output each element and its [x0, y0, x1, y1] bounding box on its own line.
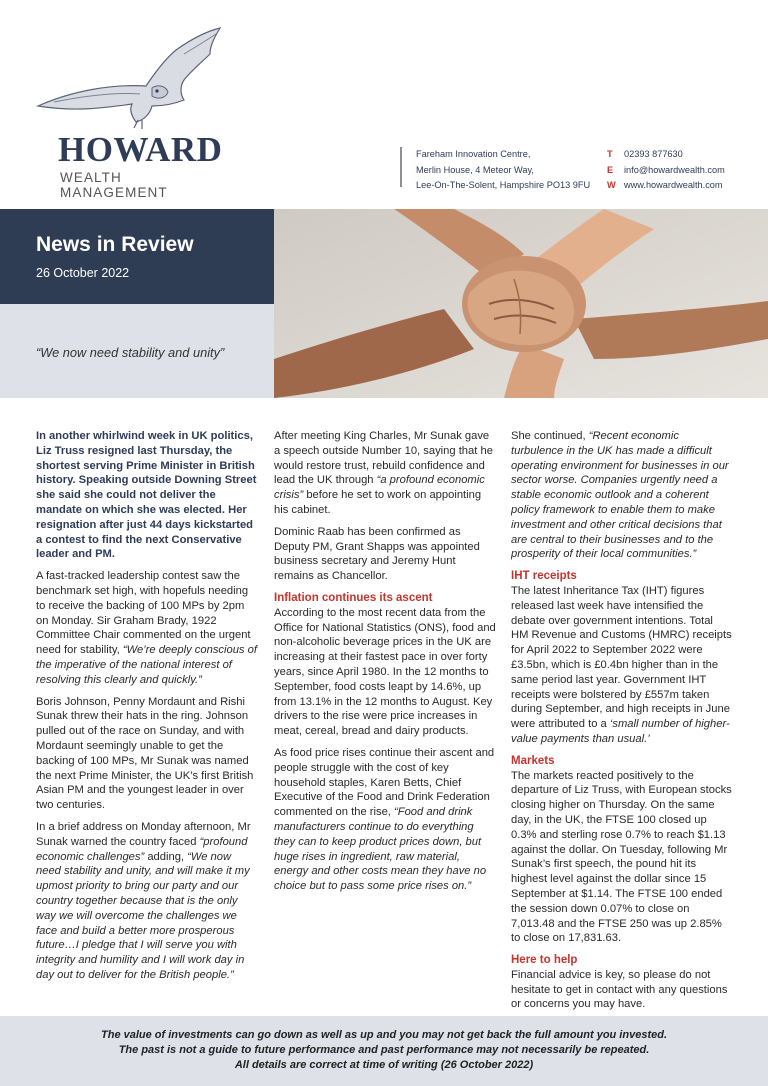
paragraph: After meeting King Charles, Mr Sunak gave a speech outside Number 10, saying that he would restore trust, rebuild confidence and lead the UK through “a profound economic crisis” before he set to work on appointing his cabinet.: [274, 430, 493, 516]
quote-panel: [0, 304, 274, 398]
article-column-1: [36, 429, 258, 990]
address: [416, 147, 590, 194]
article-column-3: [511, 429, 733, 1010]
contact-divider: [400, 147, 402, 187]
address-line-1: Fareham Innovation Centre,: [416, 149, 531, 159]
brand-name: HOWARD: [58, 130, 223, 169]
section-heading-help: Here to help: [511, 954, 578, 967]
paragraph: The latest Inheritance Tax (IHT) figures released last week have intensified the debate over government intentions. Total HM Revenue and Customs (HMRC) receipts for April 2022 to September 2022 were £3.5bn, which is £0.4bn higher than in the same period last year. Government IHT receipts were bolstered by £557m taken during September, and high receipts in June were attributed to a ‘small number of higher-value payments than usual.’: [511, 584, 732, 745]
paragraph: Boris Johnson, Penny Mordaunt and Rishi Sunak threw their hats in the ring. Johnson pulled out of the race on Sunday, and with Mordaunt seemingly unable to get the backing of 100 MPs, Mr Sunak was named the next Prime Minister, the UK’s first British Asian PM and the youngest leader in over two centuries.: [36, 695, 254, 812]
paragraph: As food price rises continue their ascent and people struggle with the cost of key household staples, Karen Betts, Chief Executive of the Food and Drink Federation commented on the rise, “Food and drink manufacturers continue to do everything they can to keep product prices down, but huge rises in ingredient, raw material, energy and other costs mean they have no choice but to pass some price rises on.”: [274, 746, 495, 893]
paragraph: A fast-tracked leadership contest saw the benchmark set high, with hopefuls needing to receive the backing of 100 MPs by 2pm on Monday. Sir Graham Brady, 1922 Committee Chair commented on the urgent need for stability, “We’re deeply conscious of the imperative of the national interest of resolving this clearly and quickly.”: [36, 570, 257, 686]
phone-number: 02393 877630: [624, 149, 683, 159]
paragraph: According to the most recent data from the Office for National Statistics (ONS), food and non-alcoholic beverage prices in the UK are increasing at their fastest pace in over forty years, since April 1980. In the 12 months to September, food costs leapt by 14.6%, up from 13.1% in the 12 months to August. Key drivers to the rise were price increases in meat, cereal, bread and dairy products.: [274, 606, 496, 738]
company-logo: [34, 24, 234, 200]
paragraph: Dominic Raab has been confirmed as Deputy PM, Grant Shapps was appointed business secretary and Jeremy Hunt remains as Chancellor.: [274, 525, 480, 583]
web-row: [607, 178, 723, 193]
disclaimer-footer: [0, 1016, 768, 1086]
pull-quote: “We now need stability and unity”: [36, 345, 225, 360]
email-row: [607, 163, 725, 178]
paragraph: In a brief address on Monday afternoon, Mr Sunak warned the country faced “profound economic challenges” adding, “We now need stability and unity, and will make it my upmost priority to bring our party and our country together because that is the only way we will overcome the challenges we face and build a better more prosperous future…I pledge that I will serve you with integrity and humility and I will work day in day out to deliver for the British people.”: [36, 820, 251, 981]
disclaimer-line-2: The past is not a guide to future performance and past performance may not necessarily be repeated.: [118, 1044, 650, 1056]
web-key: W: [607, 180, 616, 190]
phone-key: T: [607, 149, 613, 159]
phone-row: [607, 147, 683, 162]
lead-paragraph: In another whirlwind week in UK politics, Liz Truss resigned last Thursday, the shortest serving Prime Minister in British history. Speaking outside Downing Street she said she could not deliver the mandate on which she was elected. Her resignation after just 44 days kickstarted a contest to find the next Conservative leader and PM.: [36, 430, 257, 561]
email-key: E: [607, 164, 614, 175]
sunak-quote: “We now need stability and unity, and will make it my upmost priority to bring our party and our country together because that is the only way we will overcome the challenges we face and build a better more prosperous future…I pledge that I will serve you with integrity and humility and I will work day in day out to deliver for the British people.”: [36, 850, 250, 981]
linked-hands-image: [274, 209, 768, 398]
title-panel: [0, 209, 274, 304]
website-link[interactable]: www.howardwealth.com: [624, 180, 723, 190]
issue-date: 26 October 2022: [36, 266, 130, 280]
section-heading-iht: IHT receipts: [511, 570, 577, 583]
hands-photo: [274, 209, 768, 398]
paragraph: She continued, “Recent economic turbulence in the UK has made a difficult operating environment for businesses in our sector worse. Companies urgently need a stable economic outlook and a coherent policy framework to enable them to make investment and other critical decisions that are central to their businesses and to the prosperity of their local communities.”: [511, 430, 729, 561]
brand-subtitle: WEALTH MANAGEMENT: [60, 170, 168, 200]
section-heading-markets: Markets: [511, 754, 555, 767]
disclaimer-line-3: All details are correct at time of writing (26 October 2022): [234, 1059, 534, 1071]
article-column-2: [274, 429, 496, 901]
email-link[interactable]: info@howardwealth.com: [624, 164, 725, 175]
paragraph: The markets reacted positively to the departure of Liz Truss, with European stocks closing higher on Thursday. On the same day, in the UK, the FTSE 100 closed up 0.3% and sterling rose 0.7% to reach $1.13 against the dollar. On Tuesday, following Mr Sunak’s first speech, the pound hit its highest level against the dollar since 15 September at $1.14. The FTSE 100 ended the session down 0.07% to close on 7,013.48 and the FTSE 250 was up 2.85% to close on 17,831.63.: [511, 769, 732, 945]
address-line-2: Merlin House, 4 Meteor Way,: [416, 164, 534, 175]
disclaimer-line-1: The value of investments can go down as well as up and you may not get back the full amount you invested.: [101, 1029, 667, 1041]
section-heading-inflation: Inflation continues its ascent: [274, 591, 433, 604]
address-line-3: Lee-On-The-Solent, Hampshire PO13 9FU: [416, 180, 591, 190]
page-title: News in Review: [36, 233, 194, 256]
paragraph: Financial advice is key, so please do not hesitate to get in contact with any questions or concerns you may have.: [511, 968, 728, 1010]
contact-block: [400, 147, 745, 190]
owl-emblem-icon: [34, 24, 234, 134]
